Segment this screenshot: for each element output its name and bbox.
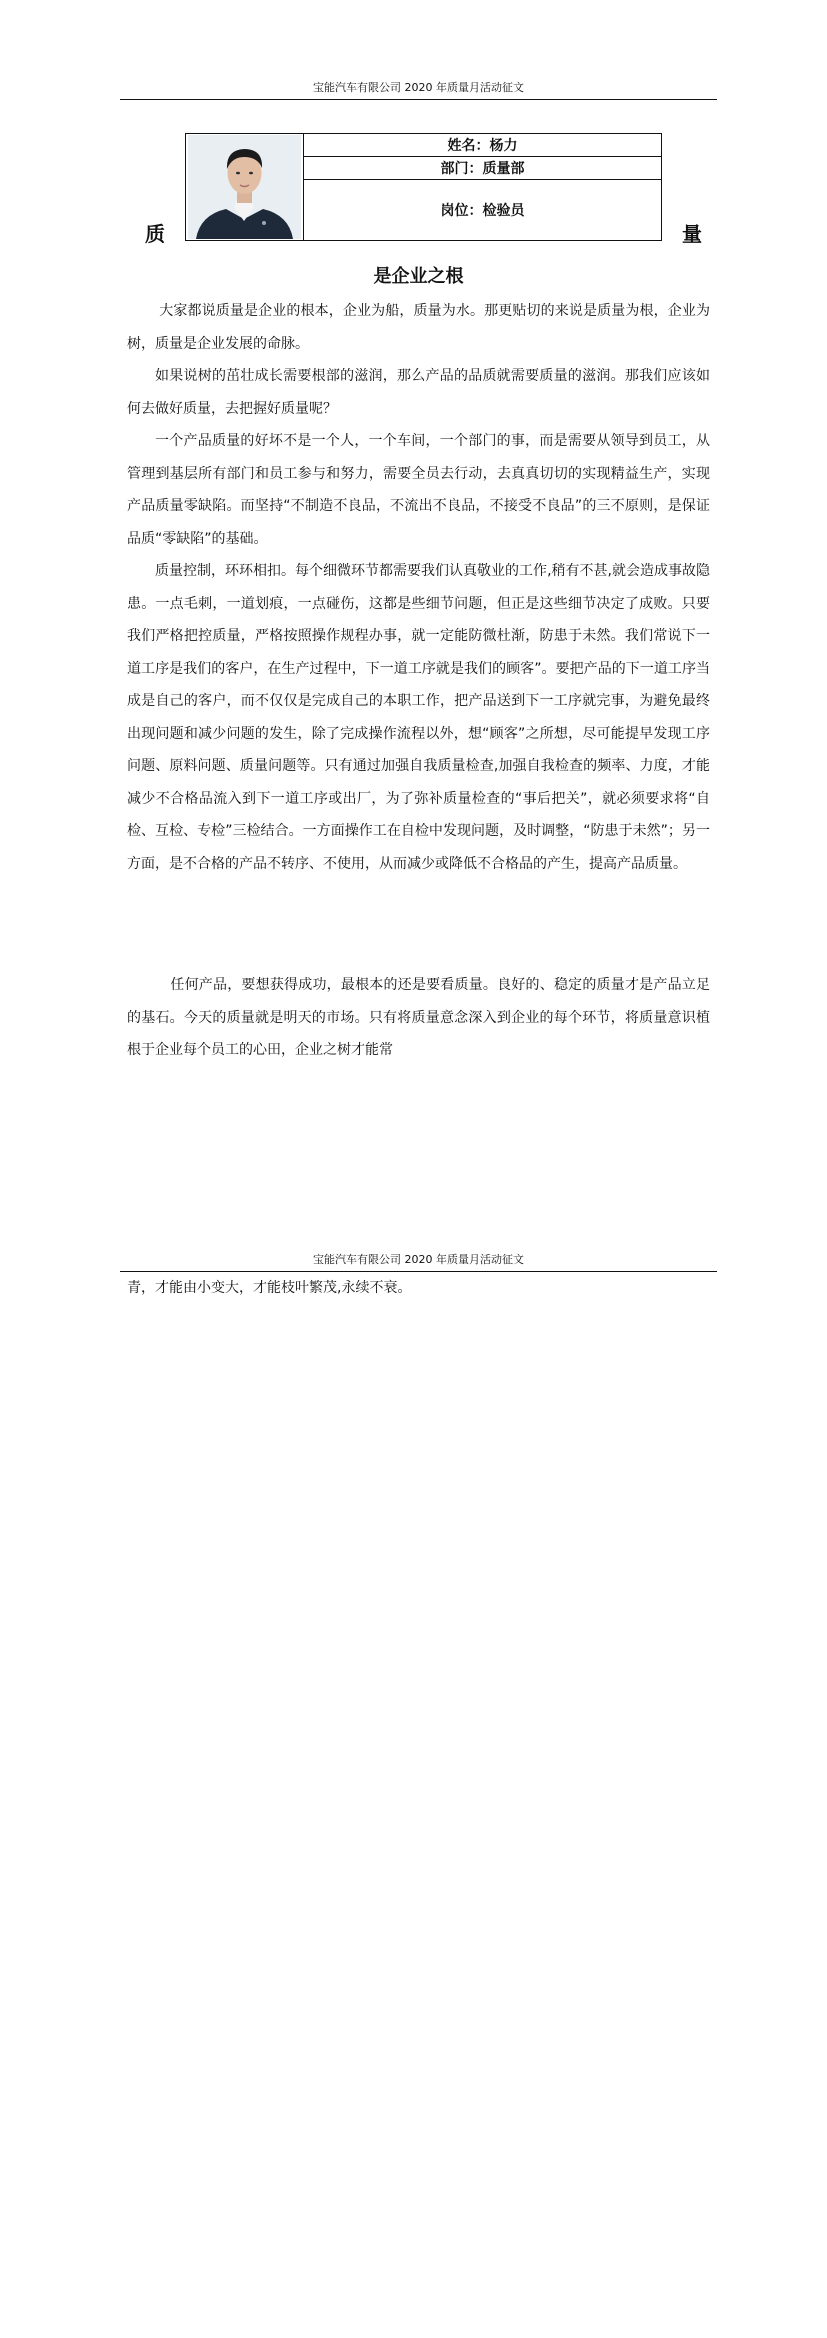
department-field: 部门：质量部: [304, 157, 661, 180]
photo-cell: [186, 134, 304, 240]
name-field: 姓名：杨力: [304, 134, 661, 157]
profile-table: [185, 133, 662, 241]
paragraph: 大家都说质量是企业的根本，企业为船，质量为水。那更贴切的来说是质量为根，企业为树，质量是企业发展的命脉。: [127, 303, 710, 352]
article-body-continued: [127, 969, 710, 1067]
side-char-left: 质: [145, 222, 165, 246]
article-title: 是企业之根: [373, 266, 464, 287]
page-header: 宝能汽车有限公司 2020 年质量月活动征文: [120, 80, 717, 100]
paragraph: 任何产品，要想获得成功，最根本的还是要看质量。良好的、稳定的质量才是产品立足的基石。今天的质量就是明天的市场。只有将质量意念深入到企业的每个环节，将质量意识植根于企业每个员工的心田，企业之树才能常: [127, 977, 710, 1058]
article-body-page2: [127, 1272, 710, 1305]
info-cell: [304, 134, 661, 240]
paragraph: 一个产品质量的好坏不是一个人，一个车间，一个部门的事，而是需要从领导到员工，从管理到基层所有部门和员工参与和努力，需要全员去行动，去真真切切的实现精益生产，实现产品质量零缺陷。而坚持“不制造不良品，不流出不良品，不接受不良品”的三不原则，是保证品质“零缺陷”的基础。: [127, 433, 710, 547]
avatar: [188, 135, 301, 239]
article-body: [127, 295, 710, 880]
paragraph: 质量控制，环环相扣。每个细微环节都需要我们认真敬业的工作,稍有不甚,就会造成事故隐患。一点毛刺，一道划痕，一点碰伤，这都是些细节问题，但正是这些细节决定了成败。只要我们严格把控质量，严格按照操作规程办事，就一定能防微杜渐，防患于未然。我们常说下一道工序是我们的客户，在生产过程中，下一道工序就是我们的顾客”。要把产品的下一道工序当成是自己的客户，而不仅仅是完成自己的本职工作，把产品送到下一工序就完事，为避免最终出现问题和减少问题的发生，除了完成操作流程以外，想“顾客”之所想，尽可能提早发现工序问题、原料问题、质量问题等。只有通过加强自我质量检查,加强自我检查的频率、力度，才能减少不合格品流入到下一道工序或出厂，为了弥补质量检查的“事后把关”，就必须要求将“自检、互检、专检”三检结合。一方面操作工在自检中发现问题，及时调整，“防患于未然”；另一方面，是不合格的产品不转序、不使用，从而减少或降低不合格品的产生，提高产品质量。: [127, 563, 710, 872]
paragraph: 青，才能由小变大，才能枝叶繁茂,永续不衰。: [127, 1280, 412, 1296]
page-header: 宝能汽车有限公司 2020 年质量月活动征文: [120, 1252, 717, 1272]
position-field: 岗位：检验员: [440, 203, 525, 219]
paragraph: 如果说树的茁壮成长需要根部的滋润，那么产品的品质就需要质量的滋润。那我们应该如何去做好质量，去把握好质量呢？: [127, 368, 710, 417]
side-char-right: 量: [682, 222, 702, 246]
